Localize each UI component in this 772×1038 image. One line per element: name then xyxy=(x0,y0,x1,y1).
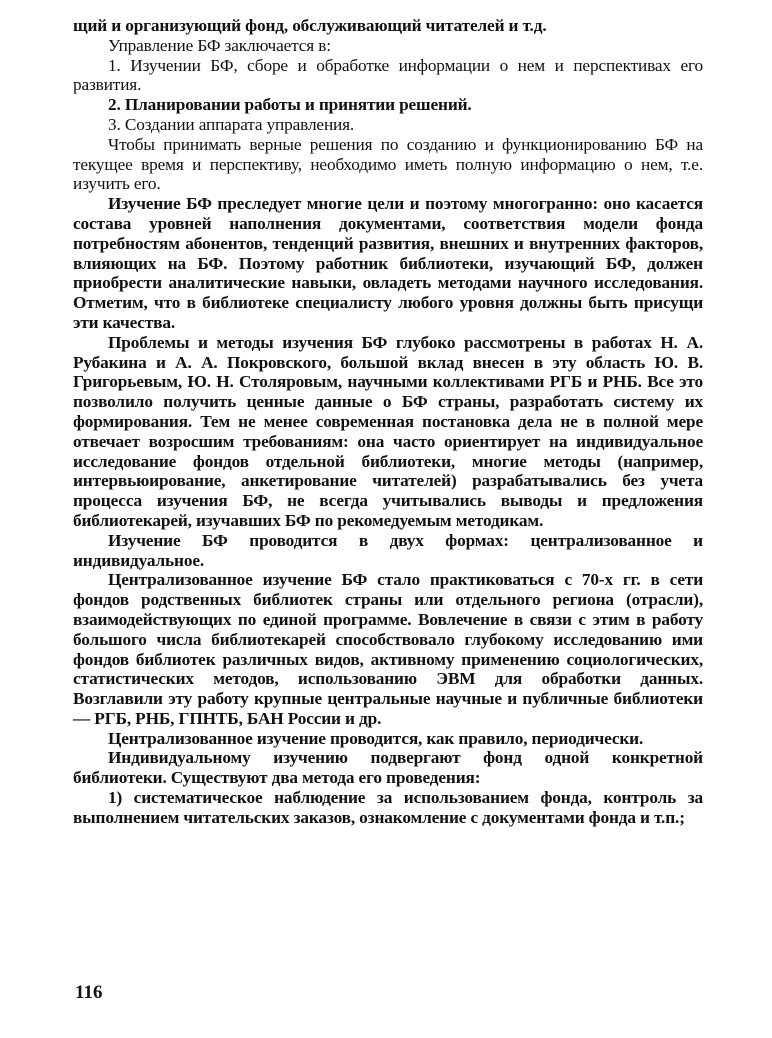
paragraph: Индивидуальному изучению подвергают фонд одной конкретной библиотеки. Существуют два метода его проведения: xyxy=(73,748,703,788)
paragraph: Управление БФ заключается в: xyxy=(108,35,331,55)
paragraph: Изучение БФ проводится в двух формах: централизованное и индивидуальное. xyxy=(73,530,703,570)
page-text xyxy=(73,16,703,828)
list-item: 1. Изучении БФ, сборе и обработке информации о нем и перспективах его развития. xyxy=(73,55,703,95)
paragraph: Чтобы принимать верные решения по созданию и функционированию БФ на текущее время и перспективу, необходимо иметь полную информацию о нем, т.е. изучить его. xyxy=(73,134,703,194)
paragraph: Изучение БФ преследует многие цели и поэтому многогранно: оно касается состава уровней наполнения документами, соответствия модели фонда потребностям абонентов, тенденций развития, внешних и внутренних факторов, влияющих на БФ. Поэтому работник библиотеки, изучающий БФ, должен приобрести аналитические навыки, овладеть методами научного исследования. Отметим, что в библиотеке специалисту любого уровня должны быть присущи эти качества. xyxy=(73,194,703,332)
paragraph: щий и организующий фонд, обслуживающий читателей и т.д. xyxy=(73,16,547,35)
list-item: 1) систематическое наблюдение за использованием фонда, контроль за выполнением читательских заказов, ознакомление с документами фонда и т.п.; xyxy=(73,788,703,827)
paragraph: Централизованное изучение БФ стало практиковаться с 70-х гг. в сети фондов родственных библиотек страны или отдельного региона (отрасли), взаимодействующих по единой программе. Вовлечение в связи с этим в работу большого числа библиотекарей способствовало глубокому исследованию ими фондов библиотек различных видов, активному применению социологических, статистических методов, использованию ЭВМ для обработки данных. Возглавили эту работу крупные центральные научные и публичные библиотеки — РГБ, РНБ, ГПНТБ, БАН России и др. xyxy=(73,570,703,728)
paragraph: Централизованное изучение проводится, как правило, периодически. xyxy=(108,728,644,748)
paragraph: Проблемы и методы изучения БФ глубоко рассмотрены в работах Н. А. Рубакина и А. А. Покровского, большой вклад внесен в эту область Ю. В. Григорьевым, Ю. Н. Столяровым, научными коллективами РГБ и РНБ. Все это позволило получить ценные данные о БФ страны, разработать систему их формирования. Тем не менее современная постановка дела не в полной мере отвечает возросшим требованиям: она часто ориентирует на индивидуальное исследование фондов отдельной библиотеки, многие методы (например, интервьюирование, анкетирование читателей) разрабатывались без учета процесса изучения БФ, не всегда учитывались выводы и предложения библиотекарей, изучавших БФ по рекомедуемым методикам. xyxy=(73,332,703,530)
page-number: 116 xyxy=(75,982,103,1003)
list-item: 2. Планировании работы и принятии решений. xyxy=(108,95,472,115)
list-item: 3. Создании аппарата управления. xyxy=(108,114,355,134)
